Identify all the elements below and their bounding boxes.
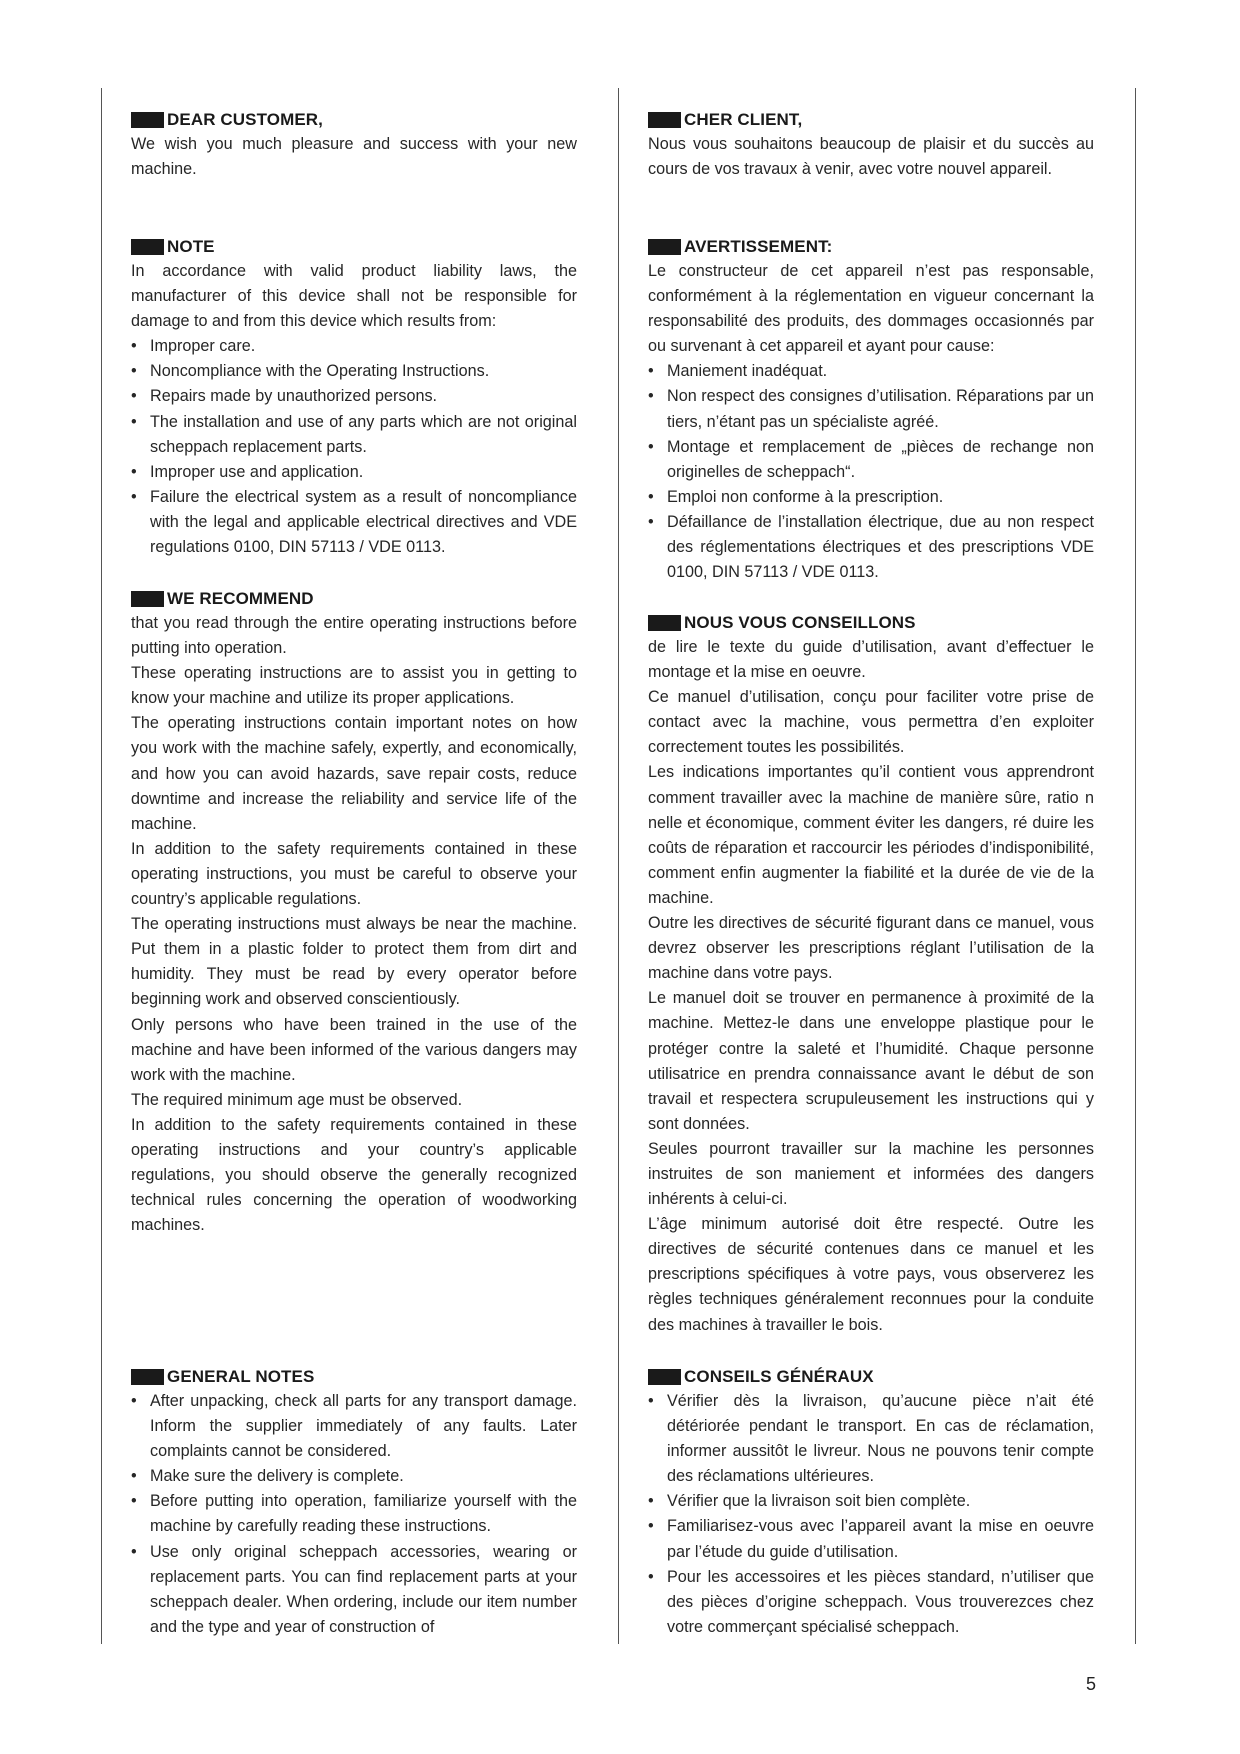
list-item: • Improper care. <box>131 334 577 359</box>
paragraph: These operating instructions are to assist you in getting to know your machine and utilize its proper applications. <box>131 664 577 708</box>
heading-marker <box>131 1369 164 1385</box>
note-section <box>131 234 577 560</box>
paragraph: The operating instructions contain important notes on how you work with the machine safely, expertly, and economically, and how you can avoid hazards, save repair costs, reduce downtime and increase the reliability and service life of the machine. <box>131 714 577 833</box>
left-margin-rule <box>101 88 102 1644</box>
avertissement-heading <box>648 234 1094 259</box>
list-item: • The installation and use of any parts which are not original scheppach replacement parts. <box>131 410 577 460</box>
list-item: • Vérifier que la livraison soit bien complète. <box>648 1489 1094 1514</box>
page-number: 5 <box>1086 1674 1097 1694</box>
list-item: • Make sure the delivery is complete. <box>131 1464 577 1489</box>
list-item: • Familiarisez-vous avec l’appareil avant la mise en oeuvre par l’étude du guide d’utilisation. <box>648 1514 1094 1564</box>
heading-marker <box>648 239 681 255</box>
paragraph: Outre les directives de sécurité figurant dans ce manuel, vous devrez observer les prescriptions réglant l’utilisation de la machine dans votre pays. <box>648 914 1094 983</box>
paragraph: In addition to the safety requirements contained in these operating instructions, you must be careful to observe your country’s applicable regulations. <box>131 839 577 909</box>
list-item: • Maniement inadéquat. <box>648 359 1094 384</box>
paragraph: Seules pourront travailler sur la machine les personnes instruites de son maniement et informées des dangers inhérents à celui-ci. <box>648 1139 1094 1209</box>
paragraph: Ce manuel d’utilisation, conçu pour faciliter votre prise de contact avec la machine, vous permettra d’en exploiter correctement toutes les possibilités. <box>648 688 1094 757</box>
general-notes-title: GENERAL NOTES <box>167 1366 315 1386</box>
heading-marker <box>131 591 164 607</box>
heading-marker <box>648 1369 681 1385</box>
avertissement-title: AVERTISSEMENT: <box>684 236 833 256</box>
list-item: • Non respect des consignes d’utilisation. Réparations par un tiers, n’étant pas un spécialiste agréé. <box>648 384 1094 434</box>
recommend-title: WE RECOMMEND <box>167 588 314 608</box>
list-item: • Montage et remplacement de „pièces de rechange non originelles de scheppach“. <box>648 435 1094 485</box>
cher-client-text: Nous vous souhaitons beaucoup de plaisir et du succès au cours de vos travaux à venir, avec votre nouvel appareil. <box>648 135 1094 179</box>
recommend-heading <box>131 586 577 611</box>
conseillons-heading <box>648 610 1094 635</box>
heading-marker <box>131 239 164 255</box>
paragraph: L’âge minimum autorisé doit être respecté. Outre les directives de sécurité contenues dans ce manuel et les prescriptions spécifiques à votre pays, vous observerez les règles techniques généralement reconnues pour la conduite des machines à travailler le bois. <box>648 1215 1094 1334</box>
general-notes-heading <box>131 1364 577 1389</box>
paragraph: de lire le texte du guide d’utilisation, avant d’effectuer le montage et la mise en oeuvre. <box>648 638 1094 682</box>
conseillons-section <box>648 610 1094 1338</box>
paragraph: The required minimum age must be observed. <box>131 1090 463 1109</box>
center-column-rule <box>618 88 619 1644</box>
conseillons-title: NOUS VOUS CONSEILLONS <box>684 612 916 632</box>
cher-client-title: CHER CLIENT, <box>684 109 803 129</box>
heading-marker <box>131 112 164 128</box>
list-item: • After unpacking, check all parts for any transport damage. Inform the supplier immediately of any faults. Later complaints cannot be considered. <box>131 1389 577 1464</box>
conseils-generaux-title: CONSEILS GÉNÉRAUX <box>684 1366 874 1386</box>
dear-customer-title: DEAR CUSTOMER, <box>167 109 323 129</box>
list-item: • Before putting into operation, familiarize yourself with the machine by carefully reading these instructions. <box>131 1489 577 1539</box>
heading-marker <box>648 112 681 128</box>
list-item: • Improper use and application. <box>131 460 577 485</box>
list-item: • Use only original scheppach accessories, wearing or replacement parts. You can find replacement parts at your scheppach dealer. When ordering, include our item number and the type and year of construction of <box>131 1540 577 1640</box>
cher-client-heading <box>648 107 1094 132</box>
note-heading <box>131 234 577 259</box>
dear-customer-heading <box>131 107 577 132</box>
list-item: • Pour les accessoires et les pièces standard, n’utiliser que des pièces d’origine scheppach. Vous trouverezces chez votre commerçant spécialisé scheppach. <box>648 1565 1094 1640</box>
conseils-generaux-heading <box>648 1364 1094 1389</box>
paragraph: In addition to the safety requirements contained in these operating instructions and your country’s applicable regulations, you should observe the generally recognized technical rules concerning the operation of woodworking machines. <box>131 1115 577 1235</box>
general-notes-list <box>131 1389 577 1640</box>
list-item: • Emploi non conforme à la prescription. <box>648 485 1094 510</box>
dear-customer-text: We wish you much pleasure and success with your new machine. <box>131 135 577 179</box>
heading-marker <box>648 615 681 631</box>
paragraph: Only persons who have been trained in the use of the machine and have been informed of the various dangers may work with the machine. <box>131 1015 577 1084</box>
paragraph: Les indications importantes qu’il contient vous apprendront comment travailler avec la machine de manière sûre, ratio n nelle et économique, comment éviter les dangers, ré duire les coûts de réparation et raccourcir les périodes d’indisponibilité, comment enfin augmenter la fiabilité et la durée de vie de la machine. <box>648 763 1094 907</box>
paragraph: that you read through the entire operating instructions before putting into operation. <box>131 614 577 658</box>
note-title: NOTE <box>167 236 215 256</box>
paragraph: The operating instructions must always be near the machine. Put them in a plastic folder to protect them from dirt and humidity. They must be read by every operator before beginning work and observed conscientiously. <box>131 915 577 1009</box>
paragraph: Le manuel doit se trouver en permanence à proximité de la machine. Mettez-le dans une enveloppe plastique pour le protéger contre la saleté et l’humidité. Chaque personne utilisatrice en prendra connaissance avant le début de son travail et respectera scrupuleusement les instructions qui y sont données. <box>648 989 1094 1133</box>
note-list <box>131 334 577 560</box>
list-item: • Noncompliance with the Operating Instructions. <box>131 359 577 384</box>
list-item: • Failure the electrical system as a result of noncompliance with the legal and applicable electrical directives and VDE regulations 0100, DIN 57113 / VDE 0113. <box>131 485 577 560</box>
conseils-generaux-list <box>648 1389 1094 1640</box>
cher-client-section <box>648 107 1094 182</box>
avertissement-section <box>648 234 1094 585</box>
avertissement-intro: Le constructeur de cet appareil n’est pas responsable, conformément à la réglementation en vigueur concernant la responsabilité des produits, des dommages occasionnés par ou survenant à cet appareil et ayant pour cause: <box>648 262 1094 356</box>
conseils-generaux-section <box>648 1364 1094 1640</box>
dear-customer-section <box>131 107 577 182</box>
general-notes-section <box>131 1364 577 1640</box>
recommend-section <box>131 586 577 1238</box>
list-item: • Défaillance de l’installation électrique, due au non respect des réglementations électriques et des prescriptions VDE 0100, DIN 57113 / VDE 0113. <box>648 510 1094 585</box>
avertissement-list <box>648 359 1094 585</box>
right-margin-rule <box>1135 88 1136 1644</box>
list-item: • Vérifier dès la livraison, qu’aucune pièce n’ait été détériorée pendant le transport. En cas de réclamation, informer aussitôt le livreur. Nous ne pouvons tenir compte des réclamations ultérieures. <box>648 1389 1094 1489</box>
note-intro: In accordance with valid product liability laws, the manufacturer of this device shall not be responsible for damage to and from this device which results from: <box>131 262 577 331</box>
list-item: • Repairs made by unauthorized persons. <box>131 384 577 409</box>
